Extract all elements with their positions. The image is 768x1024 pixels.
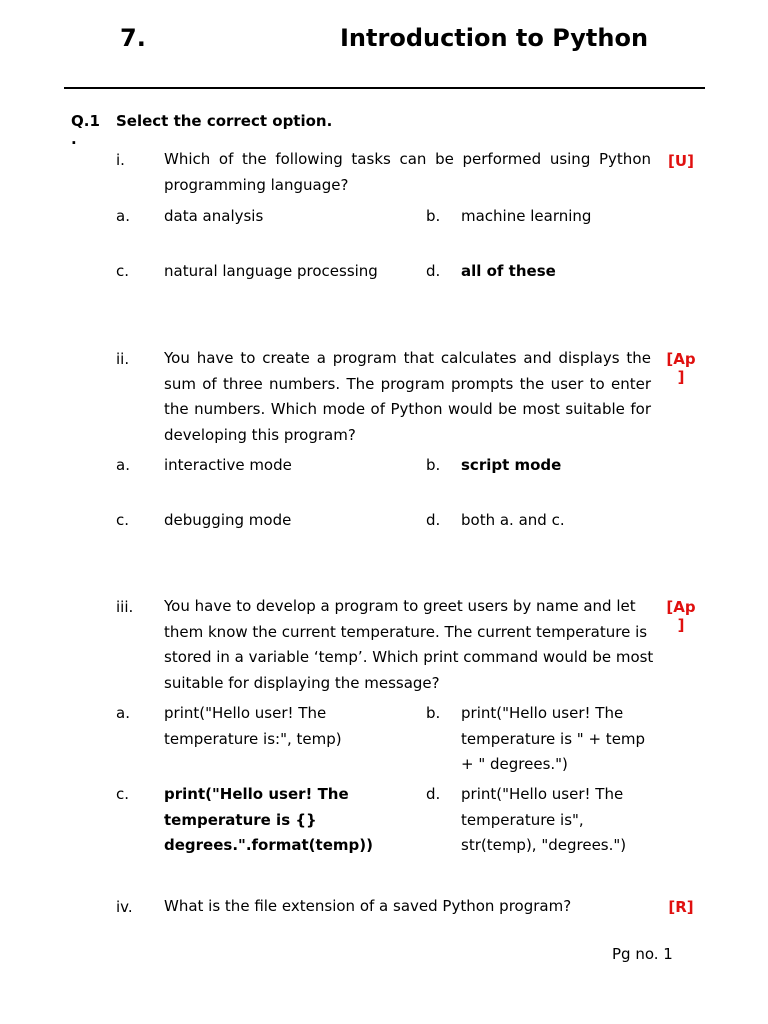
question-number: i. — [116, 151, 125, 169]
option-label: c. — [116, 785, 130, 803]
option-label: d. — [426, 511, 441, 529]
question-stem: You have to create a program that calculates and displays the sum of three numbers. The program prompts the user to enter the numbers. Which mode of Python would be most suitable for developing this program? — [164, 349, 651, 444]
option-d: both a. and c. — [461, 511, 565, 529]
section-number: Q.1 . — [71, 112, 100, 148]
option-a: interactive mode — [164, 456, 292, 474]
option-c: natural language processing — [164, 262, 378, 280]
option-d-correct: all of these — [461, 262, 556, 280]
option-label: b. — [426, 456, 441, 474]
option-b: print("Hello user! The temperature is " + temp + " degrees.") — [461, 704, 646, 773]
option-b: machine learning — [461, 207, 592, 225]
option-a: data analysis — [164, 207, 264, 225]
option-d: print("Hello user! The temperature is", str(temp), "degrees.") — [461, 785, 627, 854]
question-stem: What is the file extension of a saved Python program? — [164, 897, 572, 915]
question-number: iv. — [116, 898, 133, 916]
option-label: a. — [116, 456, 130, 474]
cognitive-level-tag: [Ap ] — [666, 598, 696, 634]
question-stem: You have to develop a program to greet users by name and let them know the current temperature. The current temperature is stored in a variable ‘temp’. Which print command would be most suitable for displaying the message? — [164, 597, 654, 692]
chapter-title: Introduction to Python — [340, 24, 649, 52]
section-instruction: Select the correct option. — [116, 112, 333, 130]
question-number: iii. — [116, 598, 134, 616]
option-label: b. — [426, 207, 441, 225]
cognitive-level-tag: [Ap ] — [666, 350, 696, 386]
chapter-number: 7. — [120, 24, 146, 52]
header-divider — [64, 87, 705, 89]
option-label: a. — [116, 704, 130, 722]
option-a: print("Hello user! The temperature is:", temp) — [164, 704, 342, 748]
option-label: b. — [426, 704, 441, 722]
question-stem: Which of the following tasks can be performed using Python programming language? — [164, 150, 651, 194]
option-label: a. — [116, 207, 130, 225]
page-number: Pg no. 1 — [612, 945, 673, 963]
option-label: d. — [426, 785, 441, 803]
option-label: c. — [116, 511, 130, 529]
option-label: d. — [426, 262, 441, 280]
cognitive-level-tag: [R] — [668, 898, 694, 916]
option-b-correct: script mode — [461, 456, 562, 474]
option-label: c. — [116, 262, 130, 280]
question-number: ii. — [116, 350, 130, 368]
option-c: debugging mode — [164, 511, 292, 529]
cognitive-level-tag: [U] — [668, 152, 694, 170]
option-c-correct: print("Hello user! The temperature is {} degrees.".format(temp)) — [164, 785, 373, 854]
